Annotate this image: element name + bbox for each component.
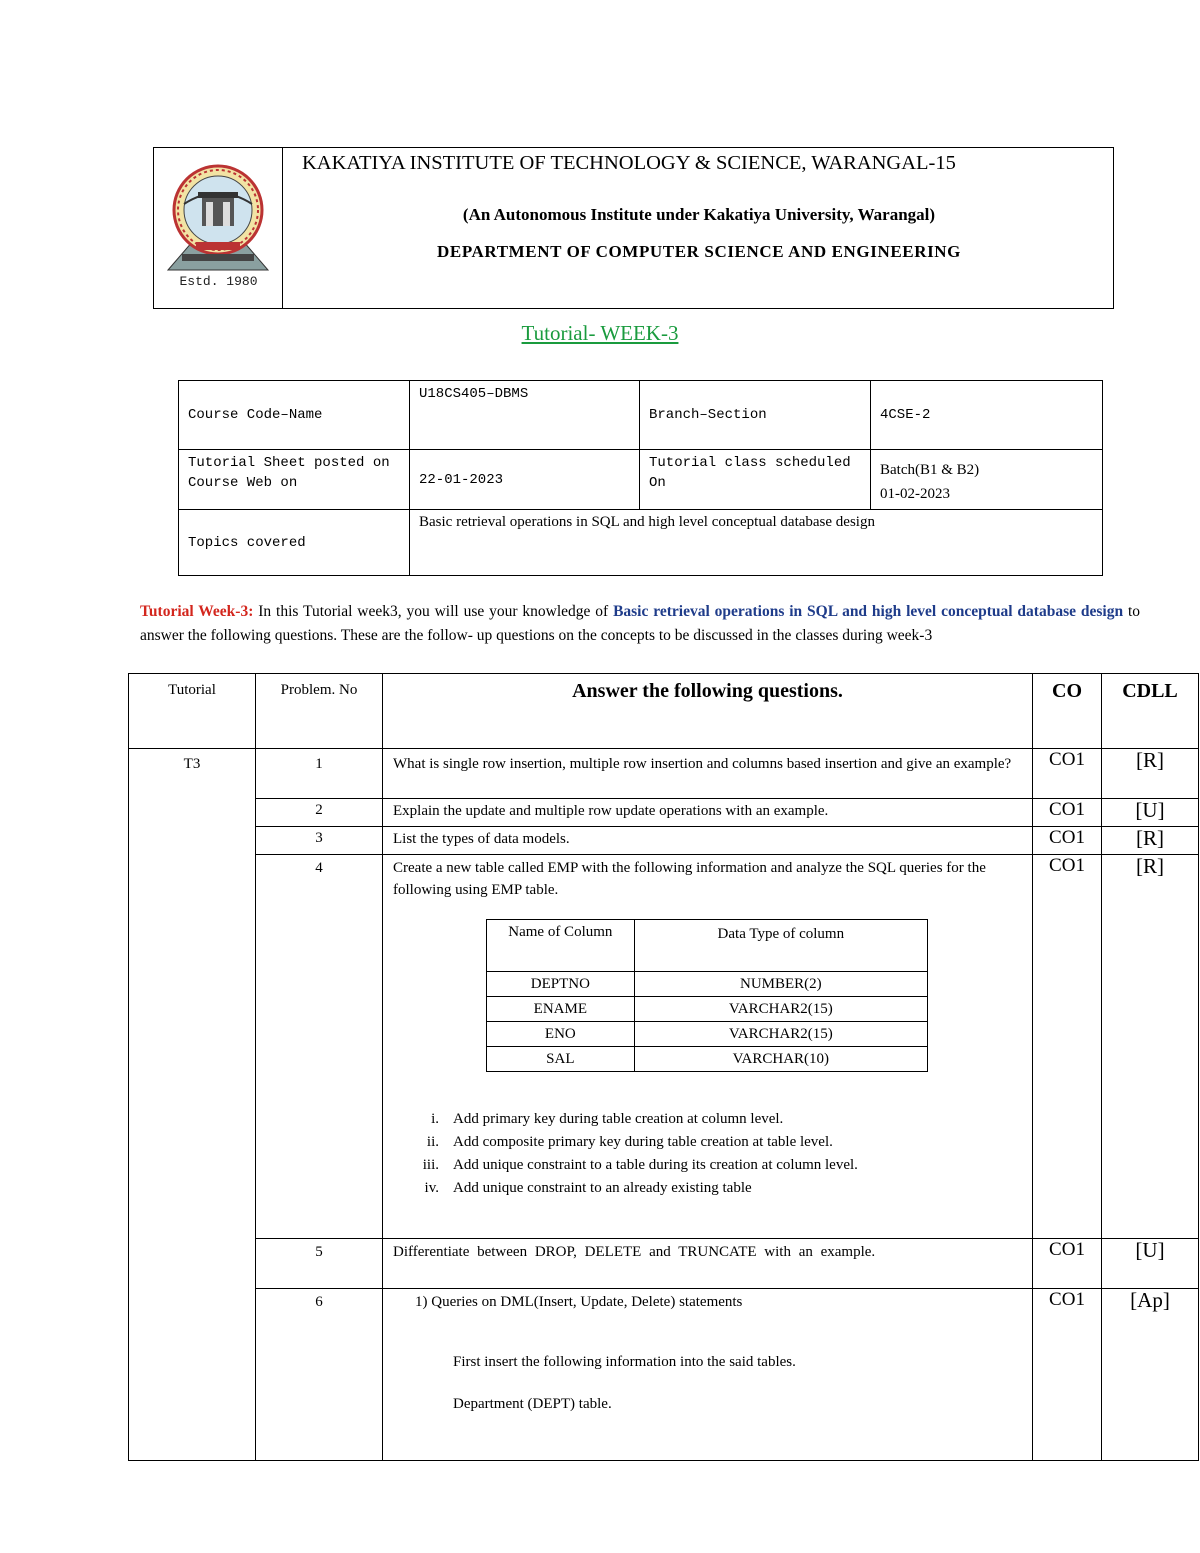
emp-schema-table bbox=[486, 919, 928, 1072]
intro-text-2: to answer the following questions. These are the follow- up questions on the concepts to be discussed in the classes during week-3 bbox=[140, 603, 1141, 644]
list-item-number: iv. bbox=[424, 1180, 439, 1196]
question-number: 5 bbox=[256, 1239, 383, 1289]
batch-label: Batch(B1 & B2) bbox=[880, 462, 980, 478]
branch-value-cell bbox=[871, 381, 1103, 450]
tutorial-id-cell: T3 bbox=[129, 749, 256, 1461]
batch-cell bbox=[871, 450, 1103, 510]
intro-paragraph bbox=[140, 600, 1140, 648]
emp-data-type: NUMBER(2) bbox=[634, 972, 927, 997]
question-row-5 bbox=[129, 1239, 1199, 1289]
emp-row bbox=[487, 972, 928, 997]
tutorial-title: Tutorial- WEEK-3 bbox=[521, 321, 679, 345]
topics-row bbox=[179, 510, 1103, 576]
question-cdll: [R] bbox=[1102, 749, 1199, 799]
emp-column-name: ENO bbox=[487, 1022, 635, 1047]
emp-header-row bbox=[487, 920, 928, 972]
list-item-number: ii. bbox=[426, 1134, 439, 1150]
emp-row bbox=[487, 997, 928, 1022]
question-cdll: [R] bbox=[1102, 855, 1199, 1239]
branch-label: Branch–Section bbox=[649, 407, 767, 423]
question-number: 6 bbox=[256, 1289, 383, 1461]
question-text: What is single row insertion, multiple row insertion and columns based insertion and give an example? bbox=[383, 749, 1033, 799]
emp-row bbox=[487, 1022, 928, 1047]
header-cdll: CDLL bbox=[1102, 674, 1199, 749]
header-question: Answer the following questions. bbox=[383, 674, 1033, 749]
question-row-2 bbox=[129, 799, 1199, 827]
topics-label-cell bbox=[179, 510, 410, 576]
q6-instruction: First insert the following information into the said tables. bbox=[453, 1354, 796, 1370]
course-label: Course Code–Name bbox=[188, 407, 323, 423]
question-row-1 bbox=[129, 749, 1199, 799]
q4-subitems-list bbox=[393, 1108, 1024, 1200]
emp-column-name: SAL bbox=[487, 1047, 635, 1072]
list-item-text: Add composite primary key during table creation at table level. bbox=[453, 1134, 833, 1150]
list-item-number: iii. bbox=[422, 1157, 439, 1173]
branch-label-cell bbox=[640, 381, 871, 450]
question-co: CO1 bbox=[1033, 1239, 1102, 1289]
question-text: List the types of data models. bbox=[383, 827, 1033, 855]
posted-value-cell bbox=[410, 450, 640, 510]
emp-column-name: ENAME bbox=[487, 997, 635, 1022]
emp-data-type: VARCHAR2(15) bbox=[634, 1022, 927, 1047]
list-item-text: Add primary key during table creation at column level. bbox=[453, 1111, 784, 1127]
question-number: 2 bbox=[256, 799, 383, 827]
scheduled-label: Tutorial class scheduled On bbox=[649, 455, 851, 491]
q6-dept-table-label: Department (DEPT) table. bbox=[453, 1396, 612, 1412]
course-value-cell bbox=[410, 381, 640, 450]
list-item-text: Add unique constraint to an already existing table bbox=[453, 1180, 752, 1196]
topics-value-cell bbox=[410, 510, 1103, 576]
scheduled-label-cell bbox=[640, 450, 871, 510]
list-item bbox=[393, 1177, 1024, 1200]
branch-value: 4CSE-2 bbox=[880, 407, 931, 423]
emp-data-type: VARCHAR2(15) bbox=[634, 997, 927, 1022]
institute-subtitle: (An Autonomous Institute under Kakatiya University, Warangal) bbox=[462, 205, 936, 224]
institute-name: KAKATIYA INSTITUTE OF TECHNOLOGY & SCIENCE, WARANGAL-15 bbox=[302, 152, 956, 174]
question-co: CO1 bbox=[1033, 855, 1102, 1239]
topics-value: Basic retrieval operations in SQL and high level conceptual database design bbox=[419, 514, 875, 530]
question-cdll: [Ap] bbox=[1102, 1289, 1199, 1461]
department-name: DEPARTMENT OF COMPUTER SCIENCE AND ENGINEERING bbox=[437, 242, 961, 261]
question-co: CO1 bbox=[1033, 827, 1102, 855]
course-value: U18CS405–DBMS bbox=[419, 386, 529, 402]
question-text: Create a new table called EMP with the following information and analyze the SQL queries for the following using EMP table. bbox=[393, 860, 986, 898]
question-text: Differentiate between DROP, DELETE and TRUNCATE with an example. bbox=[383, 1239, 1033, 1289]
question-row-6 bbox=[129, 1289, 1199, 1461]
header-tutorial: Tutorial bbox=[129, 674, 256, 749]
question-number: 1 bbox=[256, 749, 383, 799]
institute-header bbox=[153, 147, 1114, 309]
topics-label: Topics covered bbox=[188, 534, 306, 551]
posted-value: 22-01-2023 bbox=[419, 471, 504, 488]
list-item-text: Add unique constraint to a table during its creation at column level. bbox=[453, 1157, 858, 1173]
intro-lead: Tutorial Week-3: bbox=[140, 603, 254, 620]
question-number: 4 bbox=[256, 855, 383, 1239]
batch-date: 01-02-2023 bbox=[880, 486, 950, 502]
question-row-3 bbox=[129, 827, 1199, 855]
list-item bbox=[393, 1131, 1024, 1154]
established-year: Estd. 1980 bbox=[179, 274, 258, 289]
institute-logo bbox=[162, 152, 274, 284]
question-4-cell bbox=[383, 855, 1033, 1239]
question-cdll: [R] bbox=[1102, 827, 1199, 855]
logo-cell bbox=[154, 148, 283, 308]
course-label-cell bbox=[179, 381, 410, 450]
emp-header-column-name: Name of Column bbox=[487, 920, 635, 972]
question-cdll: [U] bbox=[1102, 1239, 1199, 1289]
questions-header-row bbox=[129, 674, 1199, 749]
course-info-table bbox=[178, 380, 1103, 576]
list-item bbox=[393, 1154, 1024, 1177]
question-co: CO1 bbox=[1033, 749, 1102, 799]
emp-row bbox=[487, 1047, 928, 1072]
question-co: CO1 bbox=[1033, 1289, 1102, 1461]
header-co: CO bbox=[1033, 674, 1102, 749]
posted-label: Tutorial Sheet posted on Course Web on bbox=[188, 455, 390, 491]
intro-text-1: In this Tutorial week3, you will use your knowledge of bbox=[253, 603, 614, 620]
questions-table bbox=[128, 673, 1199, 1461]
question-number: 3 bbox=[256, 827, 383, 855]
question-text: Explain the update and multiple row update operations with an example. bbox=[383, 799, 1033, 827]
header-problem-no: Problem. No bbox=[256, 674, 383, 749]
question-text: 1) Queries on DML(Insert, Update, Delete) statements bbox=[415, 1294, 743, 1310]
posted-label-cell bbox=[179, 450, 410, 510]
emp-column-name: DEPTNO bbox=[487, 972, 635, 997]
intro-highlight: Basic retrieval operations in SQL and high level conceptual database design bbox=[613, 603, 1124, 620]
emp-header-data-type: Data Type of column bbox=[634, 920, 927, 972]
posting-info-row bbox=[179, 450, 1103, 510]
list-item bbox=[393, 1108, 1024, 1131]
question-6-cell bbox=[383, 1289, 1033, 1461]
list-item-number: i. bbox=[431, 1111, 439, 1127]
question-cdll: [U] bbox=[1102, 799, 1199, 827]
course-info-row bbox=[179, 381, 1103, 450]
emp-data-type: VARCHAR(10) bbox=[634, 1047, 927, 1072]
question-row-4 bbox=[129, 855, 1199, 1239]
question-co: CO1 bbox=[1033, 799, 1102, 827]
